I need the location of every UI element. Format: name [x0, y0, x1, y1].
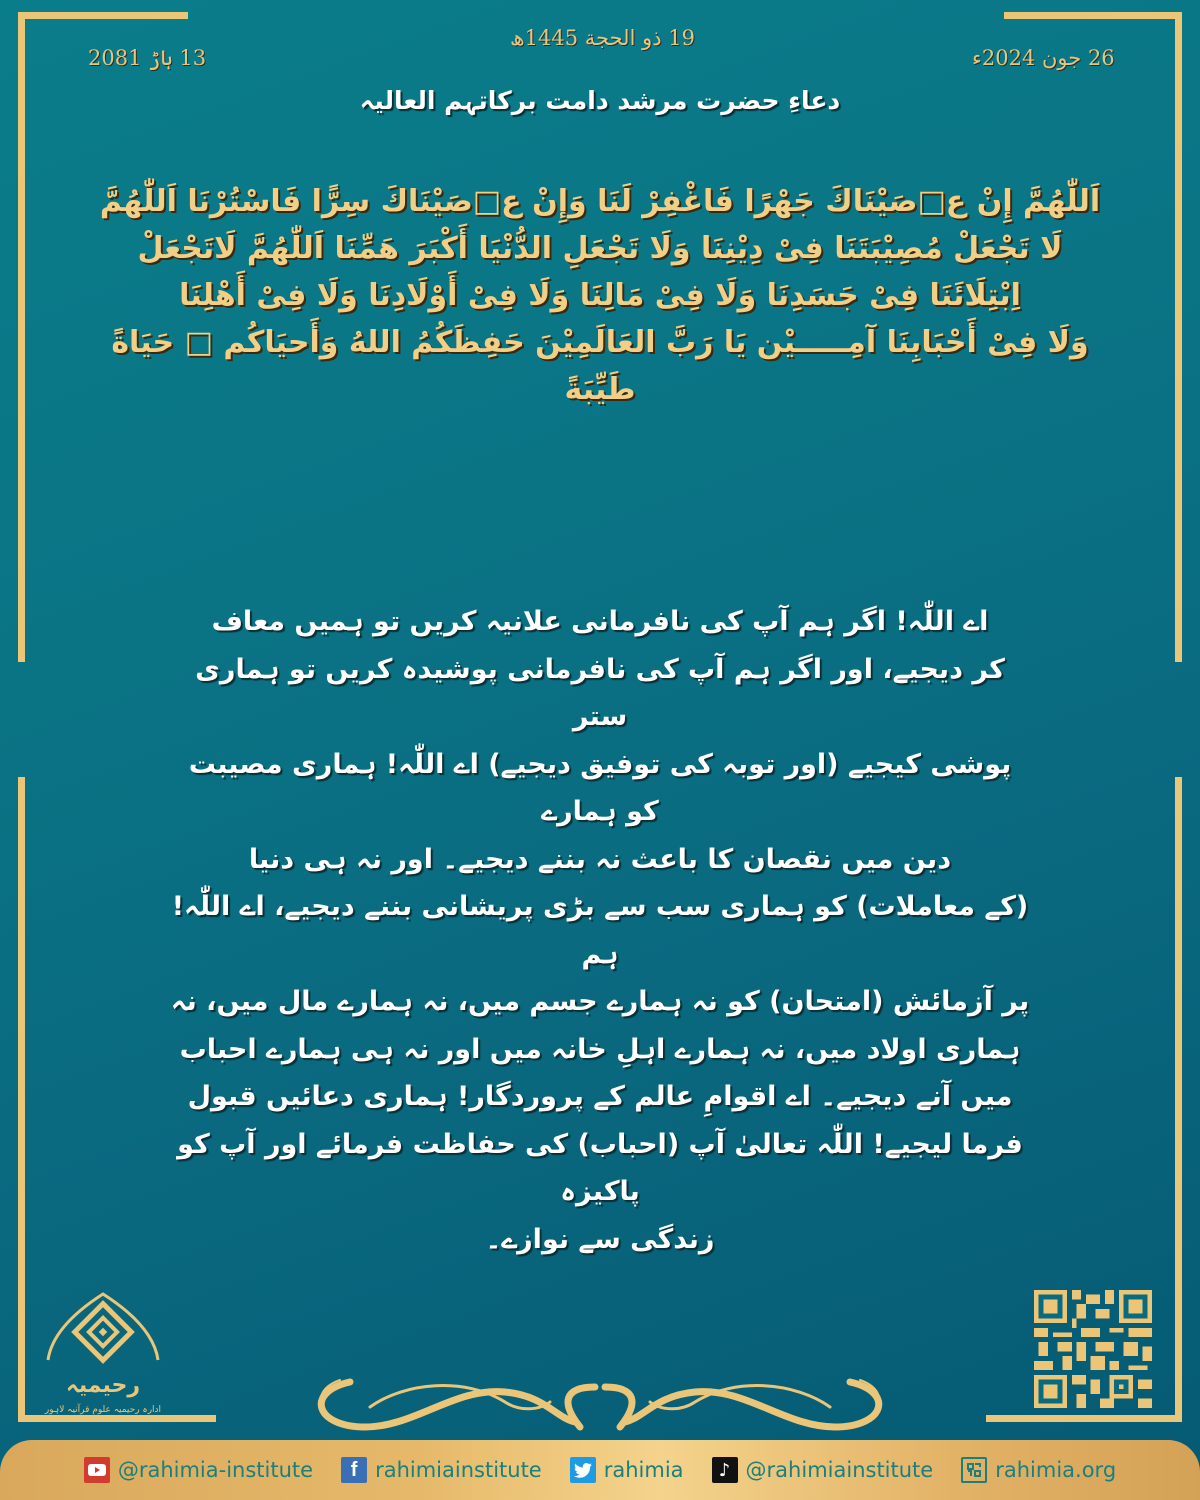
dua-line: طَیِّبَةً	[564, 372, 636, 407]
frame-bottom-left-v	[18, 777, 25, 1422]
logo-name: رحیمیہ	[65, 1373, 141, 1398]
facebook-handle: rahimiainstitute	[375, 1458, 542, 1482]
youtube-icon	[84, 1457, 110, 1483]
translation-line: زندگی سے نوازے۔	[485, 1223, 715, 1255]
frame-top-left-h	[18, 12, 188, 19]
translation-urdu	[170, 598, 1030, 1263]
translation-line: اے اللّٰہ! اگر ہم آپ کی نافرمانی علانیہ کریں تو ہمیں معاف	[211, 606, 989, 637]
twitter-link[interactable]	[570, 1457, 684, 1483]
translation-line: میں آنے دیجیے۔ اے اقوامِ عالم کے پروردگار! ہماری دعائیں قبول	[187, 1081, 1013, 1112]
translation-line: کر دیجیے، اور اگر ہم آپ کی نافرمانی پوشیدہ کریں تو ہماری ستر	[195, 653, 1005, 732]
website-url: rahimia.org	[995, 1458, 1117, 1482]
frame-bottom-right-h	[986, 1415, 1182, 1422]
rahimia-logo	[38, 1282, 168, 1422]
dua-line: لَا تَجْعَلْ مُصِیْبَتَنَا فِیْ دِیْنِنَا وَلَا تَجْعَلِ الدُّنْیَا أَكْبَرَ هَمِّنَا اَللّٰھُمَّ لَاتَجْعَلْ	[137, 231, 1063, 266]
footer-social-bar	[0, 1440, 1200, 1500]
youtube-handle: @rahimia-institute	[117, 1458, 314, 1482]
translation-line: ہماری اولاد میں، نہ ہمارے اہلِ خانہ میں اور نہ ہی ہمارے احباب	[179, 1033, 1021, 1065]
gregorian-date: 26 جون 2024ء	[972, 46, 1115, 70]
frame-top-right-h	[1004, 12, 1182, 19]
decorative-ornament	[305, 1372, 895, 1432]
hijri-date: 19 ذو الحجة 1445ھ	[510, 26, 695, 50]
translation-line: دین میں نقصان کا باعث نہ بننے دیجیے۔ اور نہ ہی دنیا	[248, 843, 952, 875]
translation-line: فرما لیجیے! اللّٰہ تعالیٰ آپ (احباب) کی حفاظت فرمائے اور آپ کو پاکیزہ	[177, 1128, 1023, 1207]
qr-code-icon	[1033, 1290, 1153, 1408]
logo-subtitle: ادارہ رحیمیہ علومِ قرآنیہ لاہور	[44, 1405, 162, 1415]
tiktok-handle: @rahimiainstitute	[745, 1458, 934, 1482]
page-title: دعاءِ حضرت مرشد دامت برکاتہم العالیہ	[359, 86, 841, 115]
dua-line: اَللّٰھُمَّ إِنْ ع□صَیْنَاكَ جَھْرًا فَاغْفِرْ لَنَا وَإِنْ ع□صَیْنَاكَ سِرًّا فَاسْتُرْنَا اَللّٰھُمَّ	[99, 184, 1101, 219]
facebook-link[interactable]	[341, 1457, 542, 1483]
flourish-icon	[305, 1372, 895, 1432]
website-link[interactable]	[961, 1457, 1116, 1483]
logo-dome-icon	[38, 1282, 168, 1422]
twitter-handle: rahimia	[603, 1458, 684, 1482]
tiktok-link[interactable]	[712, 1457, 934, 1483]
qr-code[interactable]	[1033, 1290, 1153, 1408]
website-icon	[961, 1457, 987, 1483]
dua-line: وَلَا فِیْ أَحْبَابِنَا آمِـــــیْن یَا رَبَّ العَالَمِیْنَ حَفِظَكُمُ اللهُ وَأَحیَاكُم □ حَیَاةً	[111, 325, 1089, 360]
tiktok-icon: ♪	[712, 1457, 738, 1483]
bikrami-date: 13 ہاڑ 2081	[88, 46, 207, 70]
twitter-icon	[570, 1457, 596, 1483]
facebook-icon: f	[341, 1457, 367, 1483]
dua-line: اِبْتِلَائَنَا فِیْ جَسَدِنَا وَلَا فِیْ مَالِنَا وَلَا فِیْ أَوْلَادِنَا وَلَا فِیْ أَھْلِنَا	[179, 278, 1021, 313]
youtube-link[interactable]	[84, 1457, 313, 1483]
frame-bottom-right-v	[1175, 777, 1182, 1422]
translation-line: پوشی کیجیے (اور توبہ کی توفیق دیجیے) اے اللّٰہ! ہماری مصیبت کو ہمارے	[188, 748, 1012, 827]
dua-arabic	[80, 178, 1120, 413]
translation-line: (کے معاملات) کو ہماری سب سے بڑی پریشانی بننے دیجیے، اے اللّٰہ! ہم	[171, 891, 1029, 970]
translation-line: پر آزمائش (امتحان) کو نہ ہمارے جسم میں، نہ ہمارے مال میں، نہ	[170, 986, 1030, 1017]
